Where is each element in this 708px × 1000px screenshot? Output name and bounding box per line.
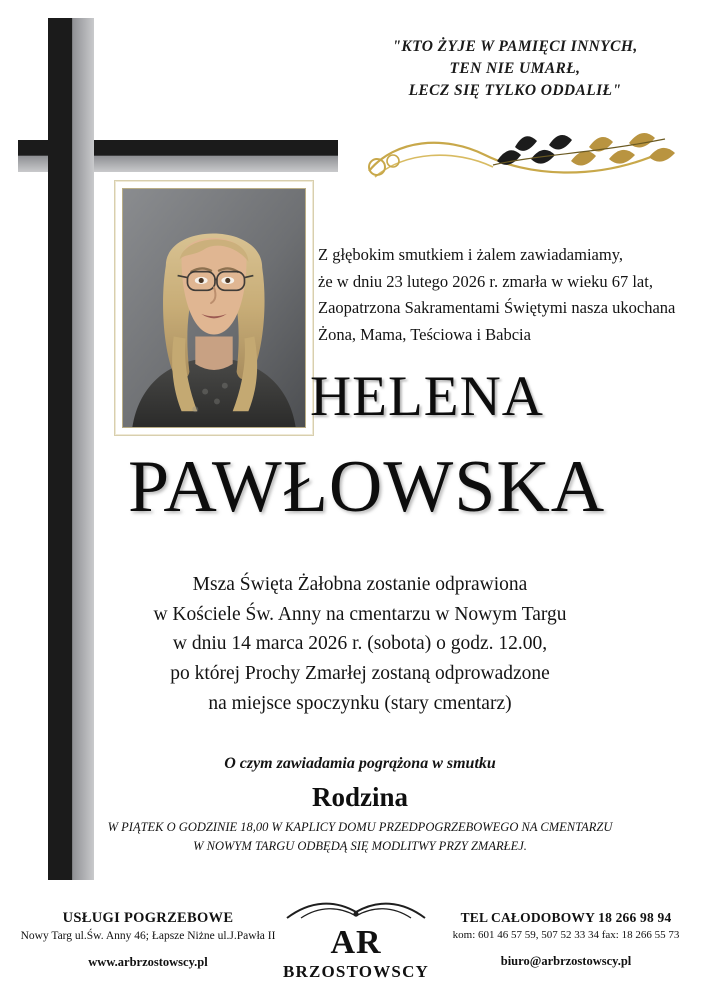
portrait-frame (114, 180, 314, 436)
notifier-text: O czym zawiadamia pogrążona w smutku (224, 755, 496, 772)
wheat-ribbon-ornament (365, 125, 685, 205)
footer-address: Nowy Targ ul.Św. Anny 46; Łapsze Niżne ul.J.Pawła II (20, 930, 276, 942)
quote-line-1: "KTO ŻYJE W PAMIĘCI INNYCH, (392, 38, 638, 55)
announcement-line-2: że w dniu 23 lutego 2026 r. zmarła w wieku 67 lat, (318, 271, 653, 291)
announcement-line-4: Żona, Mama, Teściowa i Babcia (318, 325, 531, 345)
announcement-line-3: Zaopatrzona Sakramentami Świętymi nasza ukochana (318, 298, 676, 318)
memorial-quote (345, 36, 685, 102)
logo-monogram: AR (330, 924, 382, 961)
prayer-notice (60, 818, 660, 856)
logo-ornament-icon (281, 898, 431, 924)
cross-horizontal-beam (18, 140, 338, 172)
announcement-text (318, 242, 698, 349)
ceremony-details (60, 570, 660, 718)
ceremony-line-4: po której Prochy Zmarłej zostaną odprowadzone (170, 662, 550, 684)
ceremony-line-3: w dniu 14 marca 2026 r. (sobota) o godz. 12.00, (172, 633, 548, 655)
cross-vertical-beam (48, 18, 94, 880)
prayer-line-1: W PIĄTEK O GODZINIE 18,00 W KAPLICY DOMU PRZEDPOGRZEBOWEGO NA CMENTARZU (107, 820, 613, 834)
ceremony-line-1: Msza Święta Żałobna zostanie odprawiona (192, 574, 528, 595)
footer-website-link[interactable]: www.arbrzostowscy.pl (88, 955, 208, 969)
announcement-line-1: Z głębokim smutkiem i żalem zawiadamiamy, (318, 245, 624, 264)
footer-email-link[interactable]: biuro@arbrzostowscy.pl (500, 954, 632, 968)
logo-company-name: BRZOSTOWSCY (282, 962, 430, 981)
footer-services-title: USŁUGI POGRZEBOWE (62, 910, 234, 926)
portrait-photo (122, 188, 306, 428)
footer-phones-extra: kom: 601 46 57 59, 507 52 33 34 fax: 18 266 55 73 (452, 929, 680, 941)
cross-beam-joint (48, 140, 94, 172)
prayer-line-2: W NOWYM TARGU ODBĘDĄ SIĘ MODLITWY PRZY ZMARŁEJ. (193, 838, 527, 853)
company-logo (276, 898, 436, 982)
deceased-last-name: PAWŁOWSKA (128, 446, 606, 528)
footer-services (14, 910, 282, 970)
quote-line-3: LECZ SIĘ TYLKO ODDALIŁ" (408, 82, 622, 99)
ceremony-line-2: w Kościele Św. Anny na cmentarzu w Nowym Targu (153, 603, 567, 625)
quote-line-2: TEN NIE UMARŁ, (449, 60, 581, 77)
footer-phone: TEL CAŁODOBOWY 18 266 98 94 (460, 910, 672, 925)
footer-contact (430, 910, 702, 969)
deceased-first-name: HELENA (310, 365, 544, 428)
family-signature: Rodzina (311, 782, 409, 812)
ceremony-line-5: na miejsce spoczynku (stary cmentarz) (208, 692, 512, 714)
